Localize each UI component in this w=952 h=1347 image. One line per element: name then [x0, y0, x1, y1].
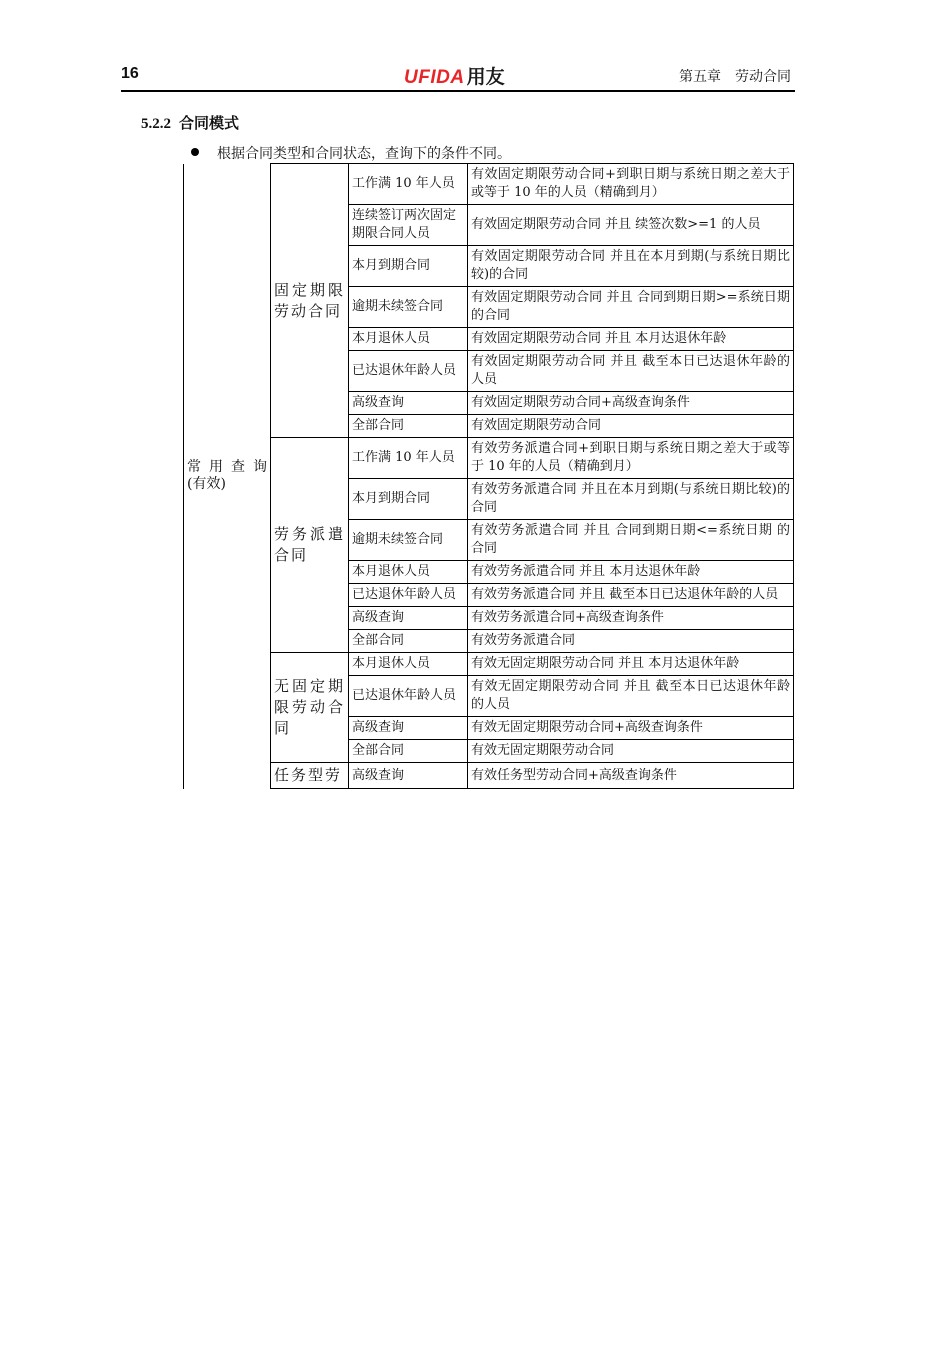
contract-type: 任务型劳 [271, 763, 349, 789]
query-condition: 全部合同 [349, 415, 468, 438]
query-description: 有效劳务派遣合同 并且 截至本日已达退休年龄的人员 [468, 584, 794, 607]
query-description: 有效固定期限劳动合同 并且 本月达退休年龄 [468, 328, 794, 351]
query-condition: 工作满 10 年人员 [349, 164, 468, 205]
logo-chinese-text: 用友 [466, 67, 505, 88]
query-description: 有效劳务派遣合同 并且 合同到期日期<=系统日期 的合同 [468, 520, 794, 561]
query-description: 有效劳务派遣合同 并且在本月到期(与系统日期比较)的合同 [468, 479, 794, 520]
query-condition: 本月到期合同 [349, 479, 468, 520]
ufida-logo [404, 62, 505, 89]
query-condition: 逾期未续签合同 [349, 520, 468, 561]
contract-type: 固定期限劳动合同 [271, 164, 349, 438]
query-condition: 高级查询 [349, 717, 468, 740]
table-row [184, 763, 794, 789]
query-condition: 已达退休年龄人员 [349, 351, 468, 392]
query-description: 有效劳务派遣合同 [468, 630, 794, 653]
query-condition: 连续签订两次固定期限合同人员 [349, 205, 468, 246]
query-condition: 全部合同 [349, 630, 468, 653]
query-description: 有效任务型劳动合同+高级查询条件 [468, 763, 794, 789]
query-condition: 工作满 10 年人员 [349, 438, 468, 479]
section-heading [141, 112, 239, 133]
query-description: 有效劳务派遣合同 并且 本月达退休年龄 [468, 561, 794, 584]
query-condition: 高级查询 [349, 392, 468, 415]
query-condition: 已达退休年龄人员 [349, 584, 468, 607]
table-row [184, 438, 794, 479]
query-description: 有效无固定期限劳动合同+高级查询条件 [468, 717, 794, 740]
contract-type: 劳务派遣合同 [271, 438, 349, 653]
section-title: 合同模式 [179, 114, 240, 132]
chapter-title: 第五章 劳动合同 [679, 69, 791, 85]
query-description: 有效劳务派遣合同+高级查询条件 [468, 607, 794, 630]
query-description: 有效固定期限劳动合同 并且 续签次数>=1 的人员 [468, 205, 794, 246]
query-description: 有效固定期限劳动合同 并且在本月到期(与系统日期比较)的合同 [468, 246, 794, 287]
query-description: 有效无固定期限劳动合同 并且 截至本日已达退休年龄的人员 [468, 676, 794, 717]
contract-type: 无固定期限劳动合同 [271, 653, 349, 763]
query-condition: 本月退休人员 [349, 653, 468, 676]
page-header [121, 62, 795, 92]
query-condition: 本月到期合同 [349, 246, 468, 287]
query-description: 有效固定期限劳动合同 并且 合同到期日期>=系统日期 的合同 [468, 287, 794, 328]
bullet-text: 根据合同类型和合同状态，查询下的条件不同。 [217, 146, 511, 162]
query-description: 有效无固定期限劳动合同 并且 本月达退休年龄 [468, 653, 794, 676]
query-category: 常 用 查 询(有效) [184, 164, 271, 789]
query-condition: 已达退休年龄人员 [349, 676, 468, 717]
bullet-icon [191, 148, 199, 156]
page-number: 16 [121, 65, 139, 82]
query-condition: 全部合同 [349, 740, 468, 763]
query-description: 有效固定期限劳动合同+高级查询条件 [468, 392, 794, 415]
query-condition: 高级查询 [349, 763, 468, 789]
bullet-item [191, 143, 511, 163]
logo-latin-text: UFIDA [404, 67, 465, 88]
query-condition: 高级查询 [349, 607, 468, 630]
table-row [184, 164, 794, 205]
contract-query-table [183, 163, 794, 789]
query-description: 有效固定期限劳动合同+到职日期与系统日期之差大于或等于 10 年的人员（精确到月） [468, 164, 794, 205]
query-description: 有效固定期限劳动合同 [468, 415, 794, 438]
section-number: 5.2.2 [141, 116, 171, 132]
query-description: 有效劳务派遣合同+到职日期与系统日期之差大于或等于 10 年的人员（精确到月） [468, 438, 794, 479]
query-description: 有效无固定期限劳动合同 [468, 740, 794, 763]
query-condition: 本月退休人员 [349, 328, 468, 351]
query-condition: 本月退休人员 [349, 561, 468, 584]
query-description: 有效固定期限劳动合同 并且 截至本日已达退休年龄的人员 [468, 351, 794, 392]
table-row [184, 653, 794, 676]
query-condition: 逾期未续签合同 [349, 287, 468, 328]
